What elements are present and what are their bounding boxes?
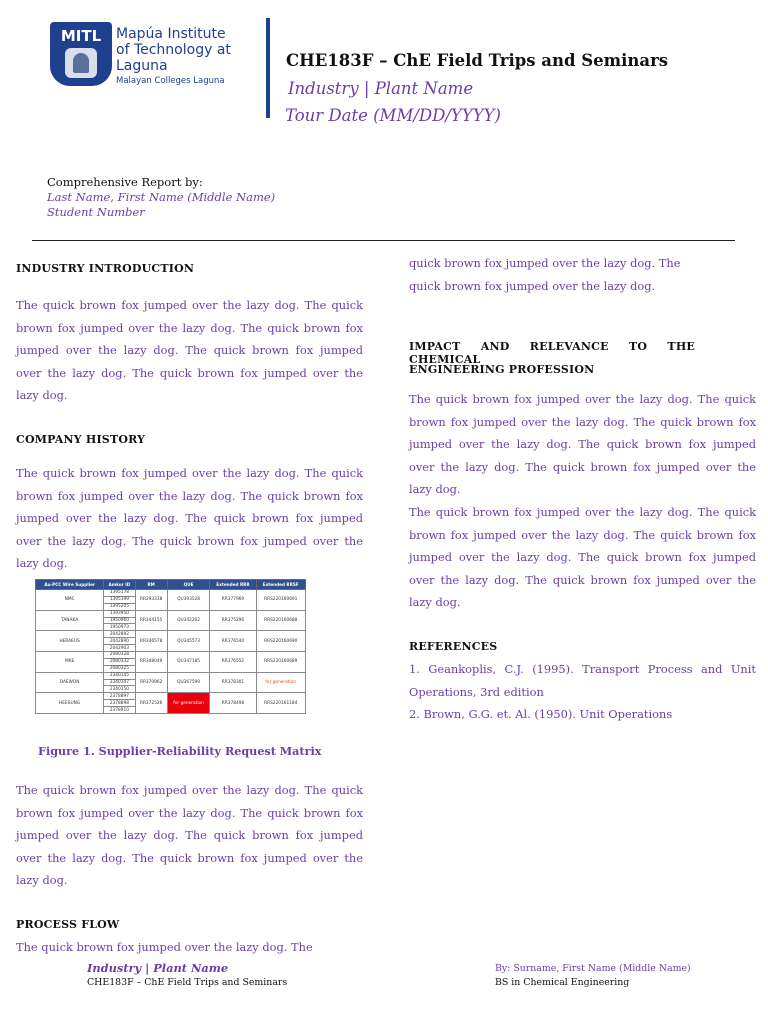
table-cell: RRS220160691: [256, 590, 306, 611]
section-heading-history: COMPANY HISTORY: [16, 433, 146, 446]
institution-logo: [50, 22, 260, 86]
table-cell: HERAEUS: [36, 631, 104, 652]
table-cell: 1950960: [104, 617, 135, 624]
seal-icon: [65, 48, 97, 78]
table-cell: RR293338: [135, 590, 167, 611]
table-cell: for generation: [256, 672, 306, 693]
figure-caption: Figure 1. Supplier-Reliability Request Matrix: [38, 744, 322, 758]
table-header-cell: QUE: [167, 580, 210, 590]
table-cell: 2340147: [104, 679, 135, 686]
table-row: [36, 631, 306, 638]
table-body: [36, 590, 306, 714]
table-cell: 2340145: [104, 672, 135, 679]
table-cell: 2378897: [104, 693, 135, 700]
section-heading-intro: INDUSTRY INTRODUCTION: [16, 262, 195, 275]
table-cell: QU367599: [167, 672, 210, 693]
table-header-cell: Amkor ID: [104, 580, 135, 590]
footer-program: BS in Chemical Engineering: [495, 977, 630, 988]
table-cell: 1395178: [104, 590, 135, 597]
table-header-cell: Au-PCC Wire Supplier: [36, 580, 104, 590]
section-heading-process: PROCESS FLOW: [16, 918, 120, 931]
figure-followup-paragraph: The quick brown fox jumped over the lazy dog. The quick brown fox jumped over the lazy dog. The quick brown fox jumped over the lazy dog. The quick brown fox jumped over the lazy dog. The quick brown fox jumped over the lazy dog.: [16, 783, 363, 888]
supplier-matrix-table: [35, 579, 306, 714]
logo-mark-text: MITL: [60, 27, 102, 45]
logo-line-1: Mapúa Institute: [116, 26, 226, 42]
table-cell: RR378301: [210, 672, 256, 693]
table-cell: RR375296: [210, 610, 256, 631]
footer-plant-name: Industry | Plant Name: [87, 961, 229, 975]
table-cell: QU393528: [167, 590, 210, 611]
continued-paragraph: quick brown fox jumped over the lazy dog. The quick brown fox jumped over the lazy dog.: [409, 256, 681, 293]
table-row: [36, 652, 306, 659]
table-cell: MKE: [36, 652, 104, 673]
table-row: [36, 590, 306, 597]
table-cell: RR348049: [135, 652, 167, 673]
table-cell: RR344155: [135, 610, 167, 631]
reference-2: 2. Brown, G.G. et. Al. (1950). Unit Operations: [409, 707, 673, 721]
logo-line-2: of Technology at Laguna: [116, 42, 231, 75]
table-header-cell: Extended RRR: [210, 580, 256, 590]
table-cell: RRS220160690: [256, 631, 306, 652]
table-cell: QU347185: [167, 652, 210, 673]
table-row: [36, 610, 306, 617]
table-cell: QU342202: [167, 610, 210, 631]
footer-course: CHE183F – ChE Field Trips and Seminars: [87, 977, 288, 988]
table-header-cell: RM: [135, 580, 167, 590]
table-cell: 2080332: [104, 658, 135, 665]
impact-paragraph-1: The quick brown fox jumped over the lazy dog. The quick brown fox jumped over the lazy dog. The quick brown fox jumped over the lazy dog. The quick brown fox jumped over the lazy dog. The quick brown fox jumped over the lazy dog.: [409, 392, 756, 497]
table-cell: 2042903: [104, 645, 135, 652]
table-cell: RR370962: [135, 672, 167, 693]
figure-table: [35, 579, 306, 714]
table-cell: 2080325: [104, 665, 135, 672]
table-cell: DAEWON: [36, 672, 104, 693]
footer-author: By: Surname, First Name (Middle Name): [495, 963, 691, 974]
table-cell: RR378498: [210, 693, 256, 714]
table-cell: 2340150: [104, 686, 135, 693]
report-by-label: Comprehensive Report by:: [47, 175, 203, 189]
tour-date: Tour Date (MM/DD/YYYY): [285, 106, 501, 125]
section-heading-impact-line2: ENGINEERING PROFESSION: [409, 363, 595, 376]
table-cell: 2080328: [104, 652, 135, 659]
table-cell: 1393950: [104, 610, 135, 617]
table-cell: HEESUNG: [36, 693, 104, 714]
table-cell: TANAKA: [36, 610, 104, 631]
header-divider: [266, 18, 270, 118]
impact-paragraph-2: The quick brown fox jumped over the lazy dog. The quick brown fox jumped over the lazy dog. The quick brown fox jumped over the lazy dog. The quick brown fox jumped over the lazy dog. The quick brown fox jumped over the lazy dog.: [409, 505, 756, 610]
table-cell: RR346578: [135, 631, 167, 652]
table-cell: RR377969: [210, 590, 256, 611]
student-number: Student Number: [47, 205, 145, 219]
table-cell: 1950973: [104, 624, 135, 631]
process-paragraph: The quick brown fox jumped over the lazy dog. The: [16, 940, 313, 954]
table-cell: RR376552: [210, 652, 256, 673]
report-author-name: Last Name, First Name (Middle Name): [47, 190, 276, 204]
section-heading-references: REFERENCES: [409, 640, 498, 653]
intro-paragraph: The quick brown fox jumped over the lazy dog. The quick brown fox jumped over the lazy dog. The quick brown fox jumped over the lazy dog. The quick brown fox jumped over the lazy dog. The quick brown fox jumped over the lazy dog.: [16, 298, 363, 403]
table-cell: QU345573: [167, 631, 210, 652]
table-cell: 2042892: [104, 631, 135, 638]
logo-text: [116, 26, 260, 87]
table-header-cell: Extended RRSF: [256, 580, 306, 590]
table-cell: 2378910: [104, 707, 135, 714]
table-cell: 1395205: [104, 603, 135, 610]
table-row: [36, 693, 306, 700]
table-cell: 2378898: [104, 700, 135, 707]
table-cell: RR372526: [135, 693, 167, 714]
table-cell: RR376540: [210, 631, 256, 652]
plant-name: Industry | Plant Name: [288, 79, 474, 98]
logo-line-3: Malayan Colleges Laguna: [116, 76, 225, 87]
logo-mark: [50, 22, 112, 86]
table-cell: RRS220160688: [256, 610, 306, 631]
table-cell: RRS220161184: [256, 693, 306, 714]
table-row: [36, 672, 306, 679]
table-header-row: [36, 580, 306, 590]
reference-1: 1. Geankoplis, C.J. (1995). Transport Process and Unit Operations, 3rd edition: [409, 662, 756, 699]
table-cell: 2042890: [104, 638, 135, 645]
table-cell: NMC: [36, 590, 104, 611]
section-heading-impact-line1: IMPACT AND RELEVANCE TO THE CHEMICAL: [409, 340, 695, 366]
history-paragraph: The quick brown fox jumped over the lazy dog. The quick brown fox jumped over the lazy dog. The quick brown fox jumped over the lazy dog. The quick brown fox jumped over the lazy dog. The quick brown fox jumped over the lazy dog.: [16, 466, 363, 571]
table-cell: RRS220160689: [256, 652, 306, 673]
table-cell: for generation: [167, 693, 210, 714]
table-cell: 1395199: [104, 596, 135, 603]
course-title: CHE183F – ChE Field Trips and Seminars: [286, 51, 669, 70]
horizontal-rule: [32, 240, 735, 241]
